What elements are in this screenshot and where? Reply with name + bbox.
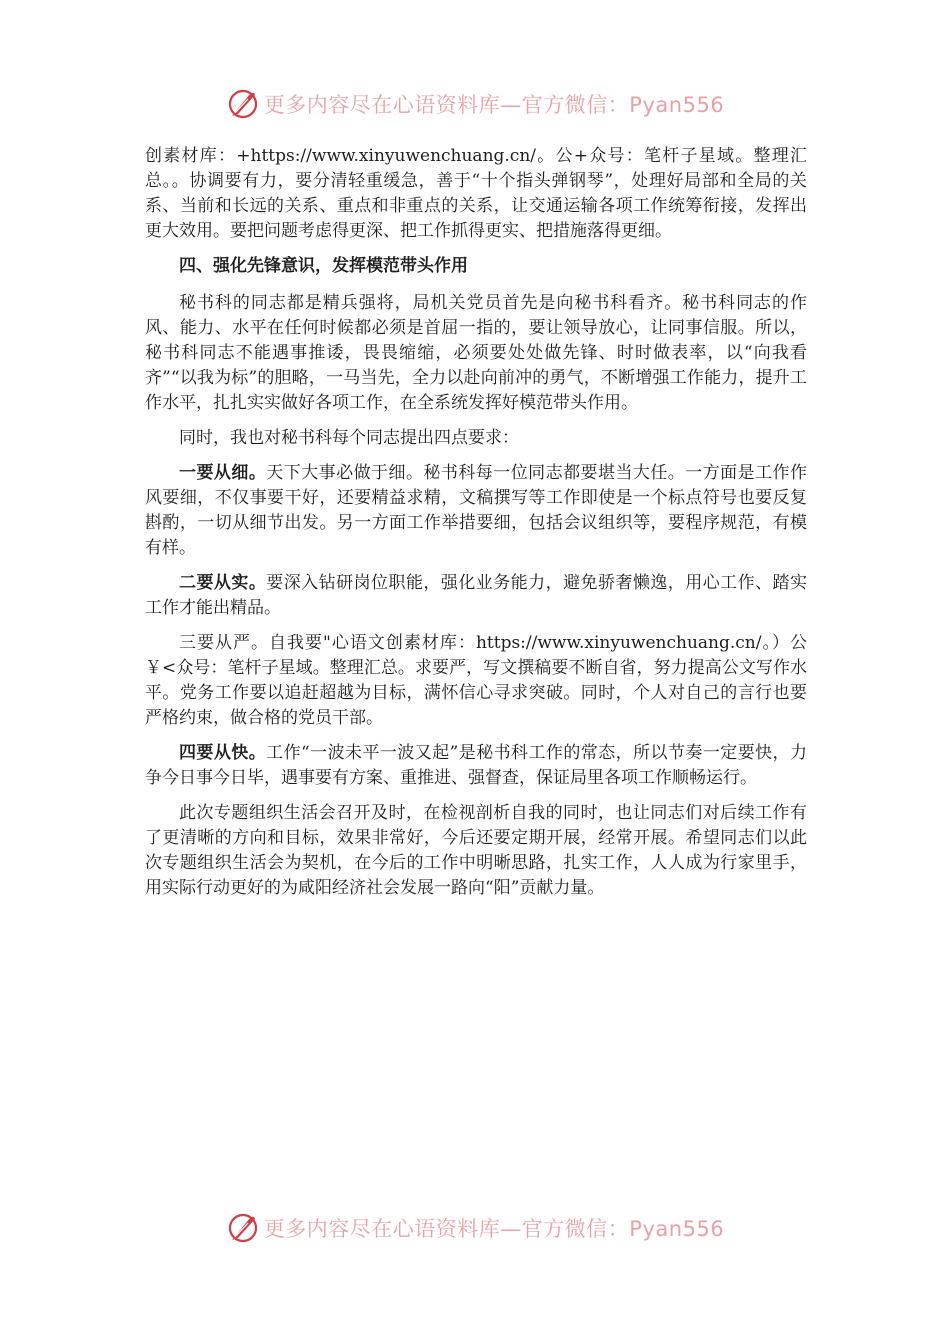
- requirement-2: [145, 571, 807, 621]
- requirement-4-text: 工作“一波未平一波又起”是秘书科工作的常态，所以节奏一定要快，力争今日事今日毕，遇事要有方案、重推进、强督查，保证局里各项工作顺畅运行。: [145, 743, 807, 788]
- paragraph-closing: 此次专题组织生活会召开及时，在检视剖析自我的同时，也让同志们对后续工作有了更清晰的方向和目标，效果非常好，今后还要定期开展，经常开展。希望同志们以此次专题组织生活会为契机，在今后的工作中明晰思路，扎实工作，人人成为行家里手，用实际行动更好的为咸阳经济社会发展一路向“阳”贡献力量。: [145, 803, 807, 898]
- banner-text: 更多内容尽在心语资料库—官方微信：Pyan556: [263, 93, 725, 117]
- banner-text: 更多内容尽在心语资料库—官方微信：Pyan556: [263, 1217, 725, 1241]
- requirement-2-text: 要深入钻研岗位职能，强化业务能力，避免骄奢懒逸，用心工作、踏实工作才能出精品。: [145, 573, 808, 618]
- paragraph-2: 秘书科的同志都是精兵强将，局机关党员首先是向秘书科看齐。秘书科同志的作风、能力、水平在任何时候都必须是首屈一指的，要让领导放心，让同事信服。所以，秘书科同志不能遇事推诿，畏畏缩缩，必须要处处做先锋、时时做表率，以“向我看齐”“以我为标”的胆略，一马当先，全力以赴向前冲的勇气，不断增强工作能力，提升工作水平，扎扎实实做好各项工作，在全系统发挥好模范带头作用。: [145, 293, 807, 413]
- quill-logo-icon: [226, 87, 260, 121]
- requirement-3: 三要从严。自我要"心语文创素材库：https://www.xinyuwenchuang.cn/。）公￥<众号：笔杆子星域。整理汇总。求要严，写文撰稿要不断自省，努力提高公文写作水平。党务工作要以追赶超越为目标，满怀信心寻求突破。同时，个人对自己的言行也要严格约束，做合格的党员干部。: [145, 633, 807, 728]
- header-banner: [0, 84, 950, 124]
- document-body: [145, 144, 807, 911]
- section-heading: 四、强化先锋意识，发挥模范带头作用: [179, 256, 468, 276]
- paragraph-1: 创素材库：+https://www.xinyuwenchuang.cn/。公+众号：笔杆子星域。整理汇总。。协调要有力，要分清轻重缓急，善于“十个指头弹钢琴”，处理好局部和全局的关系、当前和长远的关系、重点和非重点的关系，让交通运输各项工作统筹衔接，发挥出更大效用。要把问题考虑得更深、把工作抓得更实、把措施落得更细。: [145, 146, 807, 241]
- paragraph-3: 同时，我也对秘书科每个同志提出四点要求：: [179, 428, 519, 448]
- requirement-1: [145, 461, 807, 561]
- requirement-1-text: 天下大事必做于细。秘书科每一位同志都要堪当大任。一方面是工作作风要细，不仅事要干好，还要精益求精，文稿撰写等工作即使是一个标点符号也要反复斟酌，一切从细节出发。另一方面工作举措要细，包括会议组织等，要程序规范，有模有样。: [145, 463, 808, 558]
- requirement-4: [145, 741, 807, 791]
- footer-banner: [0, 1208, 950, 1248]
- quill-logo-icon: [226, 1211, 260, 1245]
- requirement-1-lead: 一要从细。: [179, 463, 267, 483]
- requirement-2-lead: 二要从实。: [179, 573, 267, 593]
- requirement-4-lead: 四要从快。: [179, 743, 267, 763]
